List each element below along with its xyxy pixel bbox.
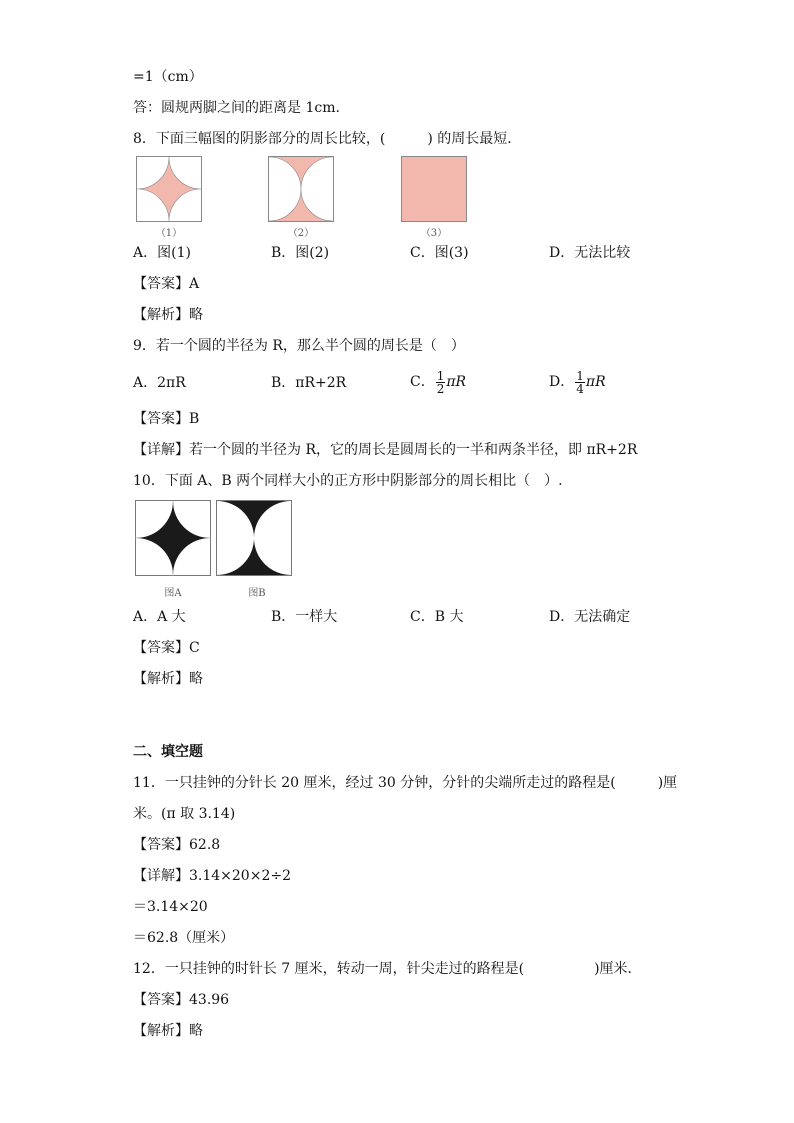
q10-answer: 【答案】C <box>133 640 200 656</box>
fraction-one-quarter <box>575 370 585 395</box>
fraction-numerator: 1 <box>436 368 445 383</box>
q10-option-a: A．A 大 <box>133 609 186 625</box>
fraction-denominator: 4 <box>576 381 584 396</box>
q8-figure-3 <box>401 156 467 222</box>
q8-option-c: C．图(3) <box>410 245 469 261</box>
q10-option-c: C．B 大 <box>410 609 464 625</box>
q11-step-2: ＝62.8（厘米） <box>133 930 235 946</box>
calc-line: =1（cm） <box>133 69 203 85</box>
answer-line: 答：圆规两脚之间的距离是 1cm. <box>133 100 340 116</box>
q9-option-b: B．πR+2R <box>271 375 347 391</box>
q8-option-b: B．图(2) <box>271 245 330 261</box>
q11-answer: 【答案】62.8 <box>133 837 221 853</box>
q8-fig1-label: （1） <box>155 228 183 239</box>
q9-option-d <box>549 368 606 396</box>
q8-fig3-shade <box>402 157 467 222</box>
q8-option-d: D．无法比较 <box>549 245 631 261</box>
q11-stem-line2: 米。(π 取 3.14) <box>133 806 236 822</box>
q10-figure-a <box>135 500 211 576</box>
q9-stem: 9．若一个圆的半径为 R，那么半个圆的周长是（ ） <box>133 338 465 354</box>
q11-stem-line1: 11．一只挂钟的分针长 20 厘米，经过 30 分钟，分针的尖端所走过的路程是( )厘 <box>133 775 678 791</box>
fraction-numerator: 1 <box>576 368 584 383</box>
q8-answer: 【答案】A <box>133 276 200 292</box>
q8-analysis: 【解析】略 <box>133 307 203 323</box>
q10-stem: 10．下面 A、B 两个同样大小的正方形中阴影部分的周长相比（ ）. <box>133 473 563 489</box>
q12-analysis: 【解析】略 <box>133 1023 203 1039</box>
pi-r-term: πR <box>446 374 467 390</box>
fraction-denominator: 2 <box>436 381 445 396</box>
section-title: 二、填空题 <box>133 744 203 760</box>
q8-option-a: A．图(1) <box>133 245 191 261</box>
q9-option-a: A．2πR <box>133 375 186 391</box>
q8-figure-1 <box>136 156 202 222</box>
q9-detail: 【详解】若一个圆的半径为 R，它的周长是圆周长的一半和两条半径，即 πR+2R <box>133 442 638 458</box>
fraction-one-half <box>436 370 446 395</box>
q11-detail: 【详解】3.14×20×2÷2 <box>133 868 291 884</box>
q12-answer: 【答案】43.96 <box>133 992 230 1008</box>
q8-fig2-label: （2） <box>287 228 315 239</box>
q9-option-c-prefix: C． <box>410 374 435 390</box>
q9-option-c <box>410 368 466 396</box>
q11-step-1: ＝3.14×20 <box>133 899 208 915</box>
q9-option-d-prefix: D． <box>549 374 575 390</box>
pi-r-term: πR <box>585 374 606 390</box>
q9-answer: 【答案】B <box>133 411 200 427</box>
q8-figure-2 <box>268 156 334 222</box>
q8-stem: 8．下面三幅图的阴影部分的周长比较，( ) 的周长最短． <box>133 131 522 147</box>
q10-option-b: B．一样大 <box>271 609 338 625</box>
q8-fig3-label: （3） <box>420 228 448 239</box>
q12-stem: 12．一只挂钟的时针长 7 厘米，转动一周，针尖走过的路程是( )厘米． <box>133 961 642 977</box>
q10-option-d: D．无法确定 <box>549 609 631 625</box>
q10-figb-label: 图B <box>248 588 266 599</box>
q10-figa-label: 图A <box>164 588 182 599</box>
q10-analysis: 【解析】略 <box>133 671 203 687</box>
q10-figure-b <box>216 500 292 576</box>
